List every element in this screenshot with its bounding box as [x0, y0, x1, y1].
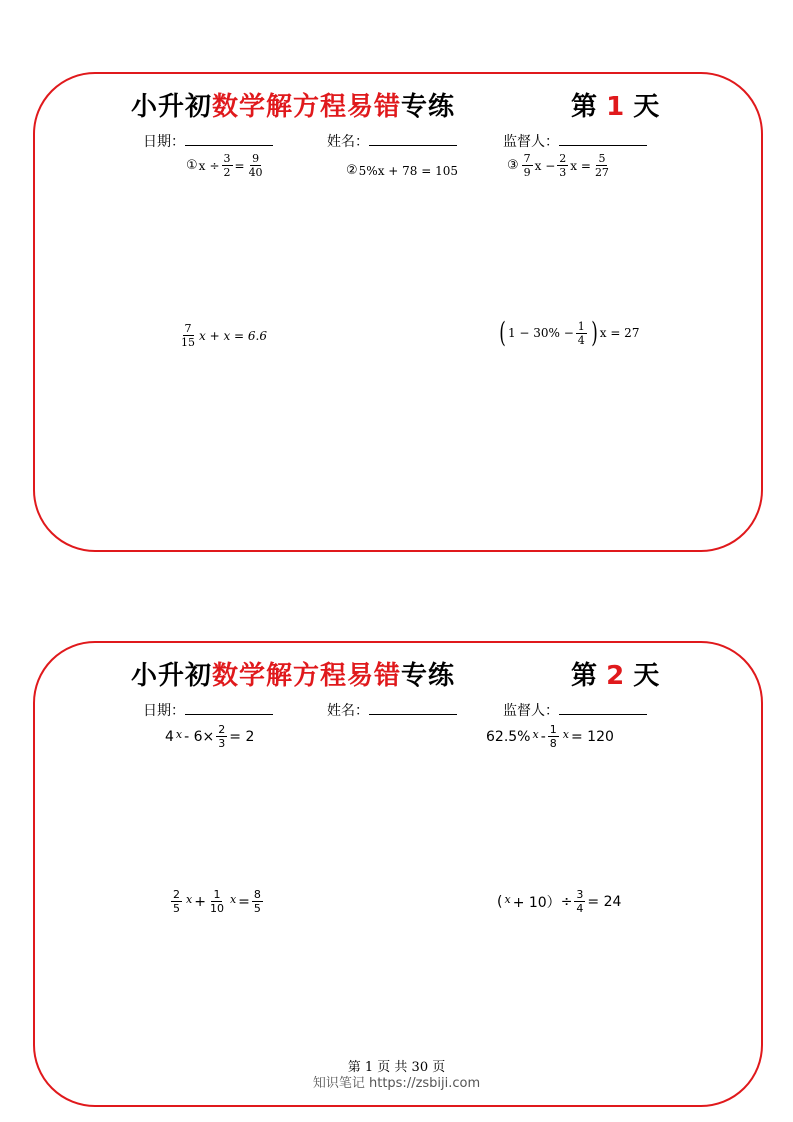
fraction — [208, 888, 226, 915]
paren-close: ) — [590, 316, 598, 349]
date-label: 日期： — [143, 134, 185, 150]
day-prefix: 第 — [571, 661, 598, 691]
numerator: 7 — [523, 152, 531, 165]
denominator: 9 — [523, 166, 531, 179]
supervisor-blank[interactable] — [559, 702, 647, 715]
day-number: 1 — [606, 92, 625, 122]
name-label: 姓名： — [327, 703, 369, 719]
operator: - — [540, 728, 546, 745]
fraction — [593, 152, 611, 179]
variable: x — [198, 158, 206, 173]
paren-open: ( — [499, 316, 506, 349]
title-part: 专练 — [401, 661, 456, 691]
fraction — [252, 888, 263, 915]
equation-text: x + x = 6.6 — [199, 328, 267, 343]
equation-text: x = — [570, 158, 591, 173]
supervisor-label: 监督人： — [503, 703, 559, 719]
equation-text: = 120 — [570, 728, 614, 745]
fraction — [557, 152, 568, 179]
fraction — [576, 320, 587, 347]
equation-2 — [486, 723, 614, 750]
name-field[interactable] — [327, 131, 457, 151]
day-suffix: 天 — [633, 92, 660, 122]
page-info: 第 1 页 共 30 页 — [347, 1060, 446, 1075]
equation-1 — [186, 152, 267, 179]
equation-number: ③ — [507, 158, 519, 173]
numerator: 7 — [184, 322, 192, 335]
variable: x — [504, 893, 511, 906]
title-part: 小升初 — [131, 92, 213, 122]
equation-2 — [346, 163, 458, 178]
fraction — [548, 723, 559, 750]
denominator: 5 — [173, 902, 180, 915]
denominator: 27 — [594, 166, 609, 179]
denominator: 40 — [248, 166, 263, 179]
day-label — [571, 86, 659, 123]
numerator: 2 — [218, 723, 226, 736]
fraction — [171, 888, 182, 915]
equation-4 — [177, 322, 267, 349]
equation-text: x = 27 — [599, 326, 640, 340]
day-number: 2 — [606, 661, 625, 691]
equation-text: 1 − 30% − — [507, 326, 574, 340]
day-prefix: 第 — [571, 92, 598, 122]
denominator: 5 — [253, 902, 261, 915]
name-blank[interactable] — [369, 133, 457, 146]
equation-4 — [497, 888, 621, 915]
fraction — [247, 152, 265, 179]
denominator: 15 — [181, 336, 195, 349]
supervisor-field[interactable] — [503, 131, 647, 151]
operator: = — [238, 893, 250, 910]
date-field[interactable] — [143, 700, 273, 720]
title-part: 专练 — [401, 92, 456, 122]
equation-text: + 10） — [512, 894, 561, 911]
equation-text: 5%x + 78 = 105 — [358, 163, 459, 178]
operator: = — [234, 158, 245, 173]
equation-text: = 24 — [587, 893, 622, 910]
day-label — [571, 655, 659, 692]
denominator: 3 — [218, 737, 226, 750]
date-blank[interactable] — [185, 702, 273, 715]
card-title — [131, 655, 455, 692]
operator: ÷ — [209, 158, 220, 173]
site-watermark: 知识笔记 https://zsbiji.com — [312, 1076, 481, 1091]
equation-5 — [497, 316, 640, 349]
numerator: 5 — [598, 152, 606, 165]
date-label: 日期： — [143, 703, 185, 719]
name-label: 姓名： — [327, 134, 369, 150]
equation-text: = 2 — [229, 728, 255, 745]
denominator: 2 — [223, 166, 231, 179]
variable: x — [175, 728, 183, 741]
coefficient: 62.5% — [486, 728, 531, 745]
title-highlight: 数学解方程易错 — [212, 661, 402, 691]
supervisor-field[interactable] — [503, 700, 647, 720]
variable: x — [186, 893, 193, 906]
coefficient: 4 — [165, 728, 174, 745]
supervisor-label: 监督人： — [503, 134, 559, 150]
paren-open: ( — [497, 893, 503, 910]
equation-number: ② — [346, 163, 358, 178]
numerator: 2 — [559, 152, 567, 165]
denominator: 4 — [577, 333, 585, 347]
denominator: 3 — [559, 166, 567, 179]
numerator: 8 — [253, 888, 261, 901]
fraction — [179, 322, 197, 349]
denominator: 10 — [209, 902, 224, 915]
card-title — [131, 86, 455, 123]
variable: x — [229, 893, 237, 906]
fraction — [522, 152, 533, 179]
date-field[interactable] — [143, 131, 273, 151]
denominator: 4 — [576, 902, 584, 915]
name-field[interactable] — [327, 700, 457, 720]
equation-3 — [507, 152, 613, 179]
name-blank[interactable] — [369, 702, 457, 715]
title-highlight: 数学解方程易错 — [212, 92, 402, 122]
equation-1 — [165, 723, 254, 750]
day-suffix: 天 — [633, 661, 660, 691]
numerator: 3 — [576, 888, 584, 901]
variable: x — [532, 728, 539, 741]
title-part: 小升初 — [131, 661, 213, 691]
denominator: 8 — [549, 737, 557, 750]
numerator: 9 — [252, 152, 260, 165]
worksheet-card-day-1 — [33, 72, 763, 552]
equation-text: x − — [534, 158, 556, 173]
numerator: 1 — [549, 723, 557, 736]
fraction — [574, 888, 585, 915]
equation-text: - 6× — [184, 728, 215, 745]
operator: + — [194, 893, 206, 910]
numerator: 1 — [577, 319, 585, 333]
operator: ÷ — [560, 893, 573, 910]
variable: x — [562, 728, 569, 741]
equation-number: ① — [186, 158, 198, 173]
fraction — [222, 152, 233, 179]
numerator: 2 — [173, 888, 180, 901]
numerator: 3 — [223, 152, 231, 165]
numerator: 1 — [213, 888, 221, 901]
equation-3 — [169, 888, 265, 915]
worksheet-card-day-2 — [33, 641, 763, 1107]
fraction — [216, 723, 227, 750]
date-blank[interactable] — [185, 133, 273, 146]
supervisor-blank[interactable] — [559, 133, 647, 146]
